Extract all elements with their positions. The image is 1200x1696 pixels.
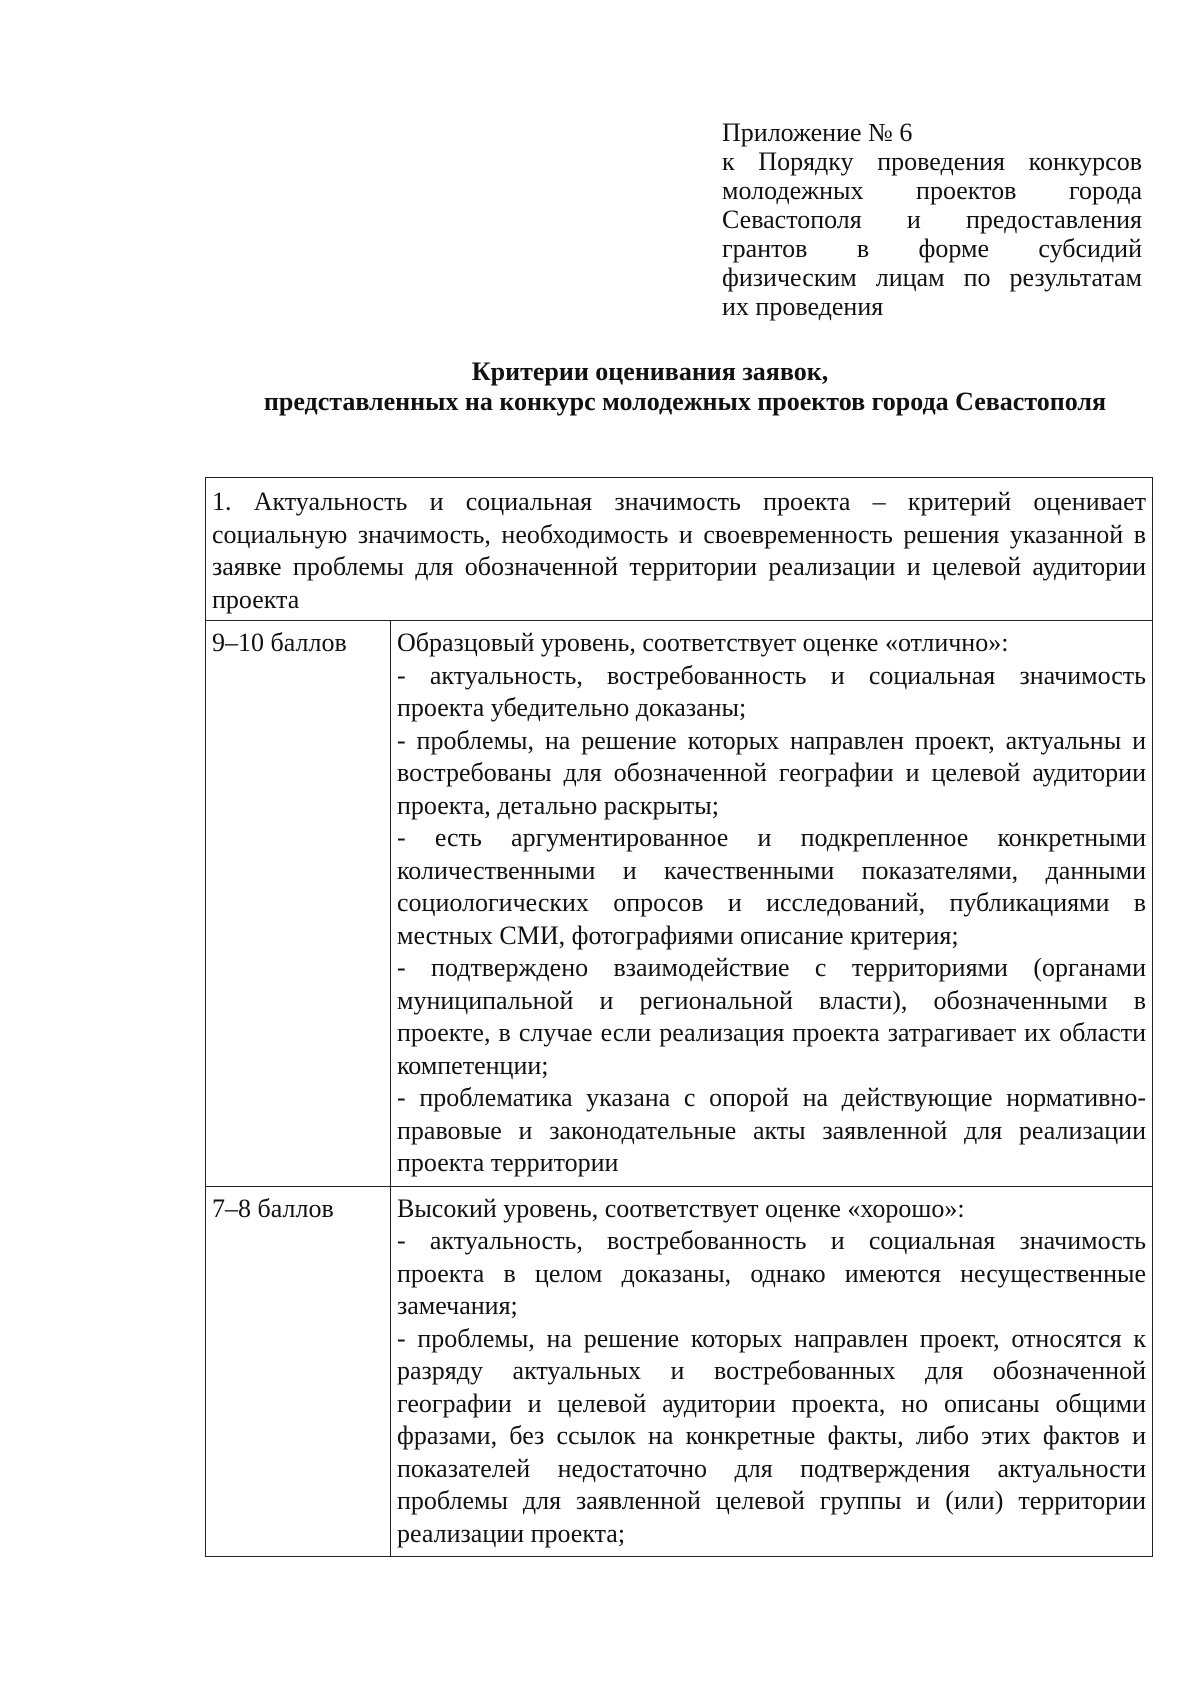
criteria-header-cell: 1. Актуальность и социальная значимость проекта – критерий оценивает социальную значимость, необходимость и своевременность решения указанной в заявке проблемы для обозначенной территории реализации и целевой аудитории проекта: [206, 478, 1153, 621]
title-line-2: представленных на конкурс молодежных проектов города Севастополя: [263, 387, 1107, 416]
table-row: [206, 621, 1153, 1187]
appendix-line: к Порядку проведения конкурсов: [722, 147, 1142, 176]
appendix-line: грантов в форме субсидий: [722, 234, 1142, 263]
score-label: 9–10 баллов: [212, 628, 347, 657]
appendix-line: Приложение № 6: [722, 118, 913, 147]
appendix-line: молодежных проектов города: [722, 176, 1142, 205]
score-cell: [206, 621, 391, 1187]
description-cell: [391, 1186, 1153, 1557]
description-line: - подтверждено взаимодействие с территориями (органами муниципальной и региональной власти), обозначенными в проекте, в случае если реализация проекта затрагивает их области компетенции;: [397, 953, 1146, 1080]
title-line-1: Критерии оценивания заявок,: [471, 357, 829, 386]
appendix-line: физическим лицам по результатам: [722, 263, 1142, 292]
description-line: Образцовый уровень, соответствует оценке «отлично»:: [397, 628, 1009, 657]
description-line: - проблемы, на решение которых направлен проект, актуальны и востребованы для обозначенной географии и целевой аудитории проекта, детально раскрыты;: [397, 725, 1146, 820]
appendix-line: Севастополя и предоставления: [722, 205, 1142, 234]
appendix-line: их проведения: [722, 292, 884, 321]
description-line: - актуальность, востребованность и социальная значимость проекта в целом доказаны, однако имеются несущественные замечания;: [397, 1226, 1146, 1320]
description-line: - проблематика указана с опорой на действующие нормативно-правовые и законодательные акты заявленной для реализации проекта территории: [397, 1083, 1146, 1177]
description-line: - актуальность, востребованность и социальная значимость проекта убедительно доказаны;: [397, 660, 1146, 722]
table-row: [206, 1186, 1153, 1557]
description-line: - проблемы, на решение которых направлен проект, относятся к разряду актуальных и востребованных для обозначенной географии и целевой аудитории проекта, но описаны общими фразами, без ссылок на конкретные факты, либо этих фактов и показателей недостаточно для подтверждения актуальности проблемы для заявленной целевой группы и (или) территории реализации проекта;: [397, 1323, 1146, 1548]
score-cell: [206, 1186, 391, 1557]
appendix-header: [722, 118, 1142, 321]
description-cell: [391, 621, 1153, 1187]
score-label: 7–8 баллов: [212, 1193, 334, 1223]
description-line: Высокий уровень, соответствует оценке «хорошо»:: [397, 1193, 965, 1223]
criteria-table: [205, 477, 1153, 1557]
description-line: - есть аргументированное и подкрепленное конкретными количественными и качественными показателями, данными социологических опросов и исследований, публикациями в местных СМИ, фотографиями описание критерия;: [397, 823, 1146, 950]
document-title: [150, 357, 1150, 417]
criteria-header-row: [206, 478, 1153, 621]
